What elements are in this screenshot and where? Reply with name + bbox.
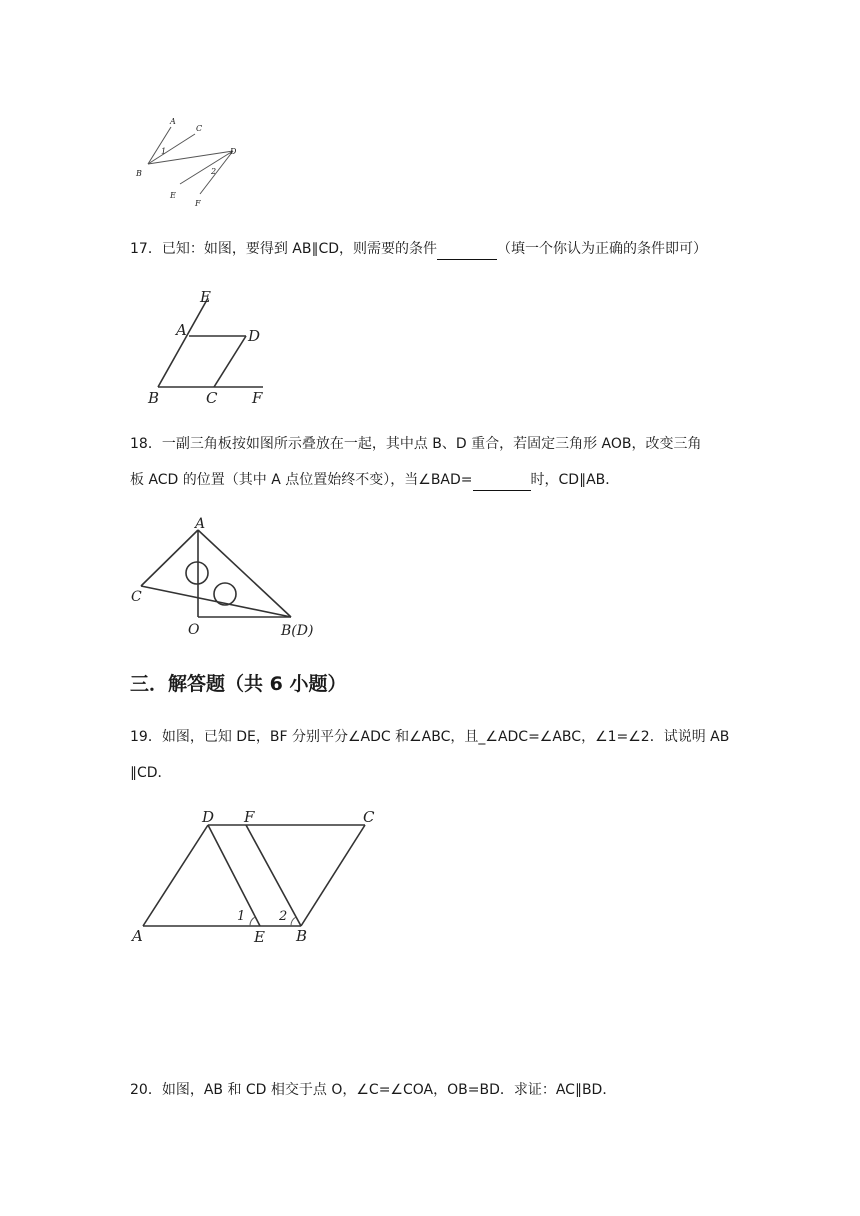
label-o: O [188,622,200,638]
ruler-hole-1 [186,562,208,584]
figure-parallelogram [140,284,270,408]
label-f: F [244,808,255,826]
label-b-d: B(D) [281,623,314,639]
line-eb [158,298,208,387]
label-c: C [363,808,375,826]
question-20: 20．如图，AB 和 CD 相交于点 O，∠C=∠COA，OB=BD．求证：AC∥BD． [130,1082,617,1098]
label-d: D [230,147,237,156]
ray-de [180,151,233,184]
figure-angles-ab-cd [128,112,258,212]
answer-blank-18[interactable] [473,470,531,491]
segment-dc [214,336,246,387]
question-17-note: （填一个你认为正确的条件即可） [497,241,708,257]
label-d: D [202,808,215,826]
section-heading: 三．解答题（共 6 小题） [130,673,347,695]
angle-2-arc [291,917,296,926]
label-e: E [170,191,176,200]
label-a: A [176,321,187,339]
label-a: A [132,927,143,945]
label-b: B [296,927,308,945]
label-b: B [136,169,142,178]
figure-parallelogram-bisectors [128,804,388,950]
question-18-text: 板 ACD 的位置（其中 A 点位置始终不变），当∠BAD= [130,472,473,488]
label-angle-2: 2 [211,167,217,176]
label-angle-1: 1 [237,909,246,924]
segment-de [208,825,260,926]
ray-ba [148,127,171,164]
angle-1-arc [250,917,255,926]
segment-fb [246,825,301,926]
label-d: D [248,327,261,345]
figure-triangle-rulers [128,514,328,644]
label-c: C [196,124,203,133]
segment-cb [301,825,365,926]
label-angle-2: 2 [279,909,288,924]
label-a: A [170,117,176,126]
question-18-line-1: 18．一副三角板按如图所示叠放在一起，其中点 B、D 重合，若固定三角形 AOB，改变三角 [130,436,702,452]
question-17 [130,239,707,260]
question-18-text-end: 时，CD∥AB． [530,472,620,488]
segment-da [143,825,208,926]
segment-ab [198,530,291,617]
ray-bc [148,134,195,164]
label-angle-1: 1 [161,147,167,156]
label-a: A [195,516,206,532]
label-e: E [200,288,211,306]
label-c: C [131,589,142,605]
ruler-hole-2 [214,583,236,605]
question-19-line-1: 19．如图，已知 DE，BF 分别平分∠ADC 和∠ABC，且_∠ADC=∠ABC，∠1=∠2．试说明 AB [130,729,730,745]
label-f: F [252,389,263,407]
question-17-text: 17．已知：如图，要得到 AB∥CD，则需要的条件 [130,241,438,257]
label-b: B [148,389,160,407]
label-c: C [206,389,218,407]
question-19-line-2: ∥CD． [130,765,172,781]
answer-blank-17[interactable] [437,239,497,260]
label-e: E [254,928,265,946]
question-18-line-2 [130,470,619,491]
label-f: F [195,199,201,208]
segment-ac [141,530,198,586]
ray-df [200,151,233,194]
